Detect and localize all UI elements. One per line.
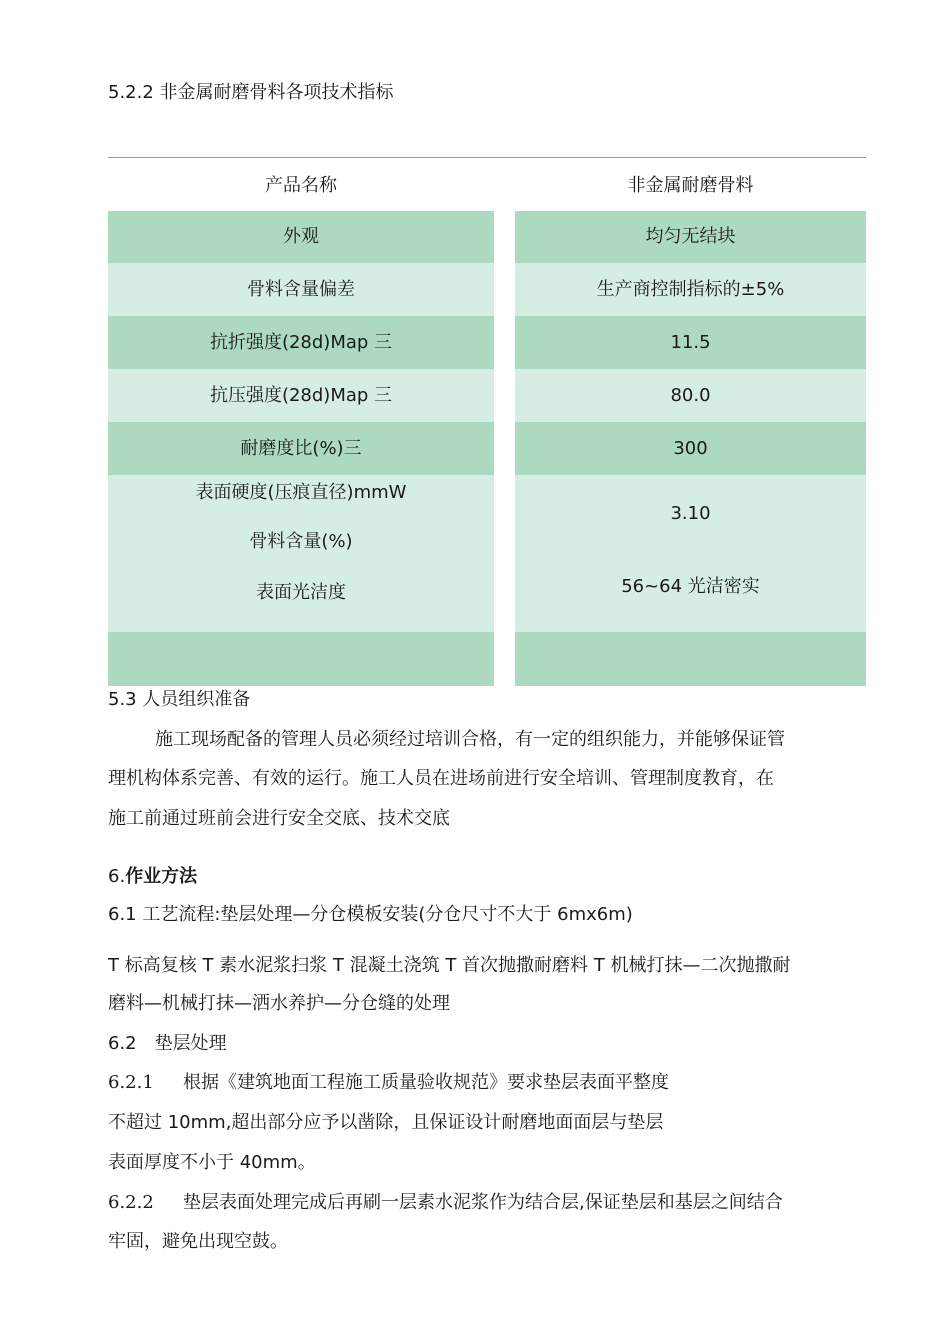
table-col2-header: 非金属耐磨骨料: [627, 175, 754, 196]
table-cell-name: 外观: [283, 226, 319, 247]
flow-line: T 标高复核 T 素水泥浆扫浆 T 混凝土浇筑 T 首次抛撒耐磨料 T 机械打抹—二次抛撒耐: [108, 955, 791, 976]
table-cell-value: 11.5: [670, 332, 711, 353]
table-row: [108, 263, 494, 316]
table-cell-value: 300: [673, 438, 708, 459]
table-cell-value: 56~64 光洁密实: [621, 576, 760, 597]
table-row: [108, 422, 494, 475]
paragraph-line: 理机构体系完善、有效的运行。施工人员在进场前进行安全培训、管理制度教育，在: [108, 768, 774, 789]
paragraph-line: 表面厚度不小于 40mm。: [108, 1152, 316, 1173]
table-cell-name: 骨料含量(%): [249, 531, 353, 552]
table-cell-name: 骨料含量偏差: [247, 279, 355, 300]
paragraph-line: 牢固，避免出现空鼓。: [108, 1231, 288, 1252]
section-number: 6.: [108, 866, 126, 887]
table-cell-name: 耐磨度比(%)三: [240, 438, 362, 459]
table-row: [515, 369, 866, 422]
table-cell-name: 表面光洁度: [256, 582, 346, 603]
table-row: [108, 316, 494, 369]
table-cell-value: 生产商控制指标的±5%: [596, 279, 785, 300]
section-heading: 作业方法: [125, 866, 198, 887]
section-title-5-2-2: 5.2.2 非金属耐磨骨料各项技术指标: [108, 82, 394, 103]
table-row: [515, 316, 866, 369]
paragraph-line: 施工现场配备的管理人员必须经过培训合格，有一定的组织能力，并能够保证管: [155, 729, 785, 750]
subsection-6-1: 6.1 工艺流程:垫层处理—分仓模板安装(分仓尺寸不大于 6mx6m): [108, 904, 633, 925]
table-cell-name: 抗折强度(28d)Map 三: [209, 332, 393, 353]
table-row-group: [108, 475, 494, 632]
table-row: [515, 211, 866, 263]
section-title-5-3: 5.3 人员组织准备: [108, 689, 251, 710]
table-top-rule: [108, 157, 866, 158]
clause-number: 6.2.2: [108, 1192, 154, 1213]
table-cell-value: 80.0: [670, 385, 711, 406]
subsection-6-2: 6.2 垫层处理: [108, 1033, 227, 1054]
table-row: [108, 211, 494, 263]
clause-number: 6.2.1: [108, 1072, 154, 1093]
section-title-6: [108, 864, 197, 890]
table-row-group: [515, 475, 866, 632]
table-row: [515, 422, 866, 475]
table-cell-value: 3.10: [670, 503, 711, 524]
table-row: [515, 263, 866, 316]
paragraph-line: 施工前通过班前会进行安全交底、技术交底: [108, 808, 450, 829]
paragraph-line: 根据《建筑地面工程施工质量验收规范》要求垫层表面平整度: [183, 1072, 669, 1093]
table-row-empty: [515, 632, 866, 686]
table-row-empty: [108, 632, 494, 686]
table-row: [108, 369, 494, 422]
flow-line: 磨料—机械打抹—洒水养护—分仓缝的处理: [108, 993, 450, 1014]
table-cell-name: 表面硬度(压痕直径)mmW: [195, 482, 407, 503]
paragraph-line: 垫层表面处理完成后再刷一层素水泥浆作为结合层,保证垫层和基层之间结合: [183, 1192, 783, 1213]
table-col1-header: 产品名称: [265, 175, 337, 196]
paragraph-line: 不超过 10mm,超出部分应予以凿除，且保证设计耐磨地面面层与垫层: [108, 1112, 664, 1133]
table-cell-name: 抗压强度(28d)Map 三: [209, 385, 393, 406]
table-cell-value: 均匀无结块: [645, 226, 736, 247]
